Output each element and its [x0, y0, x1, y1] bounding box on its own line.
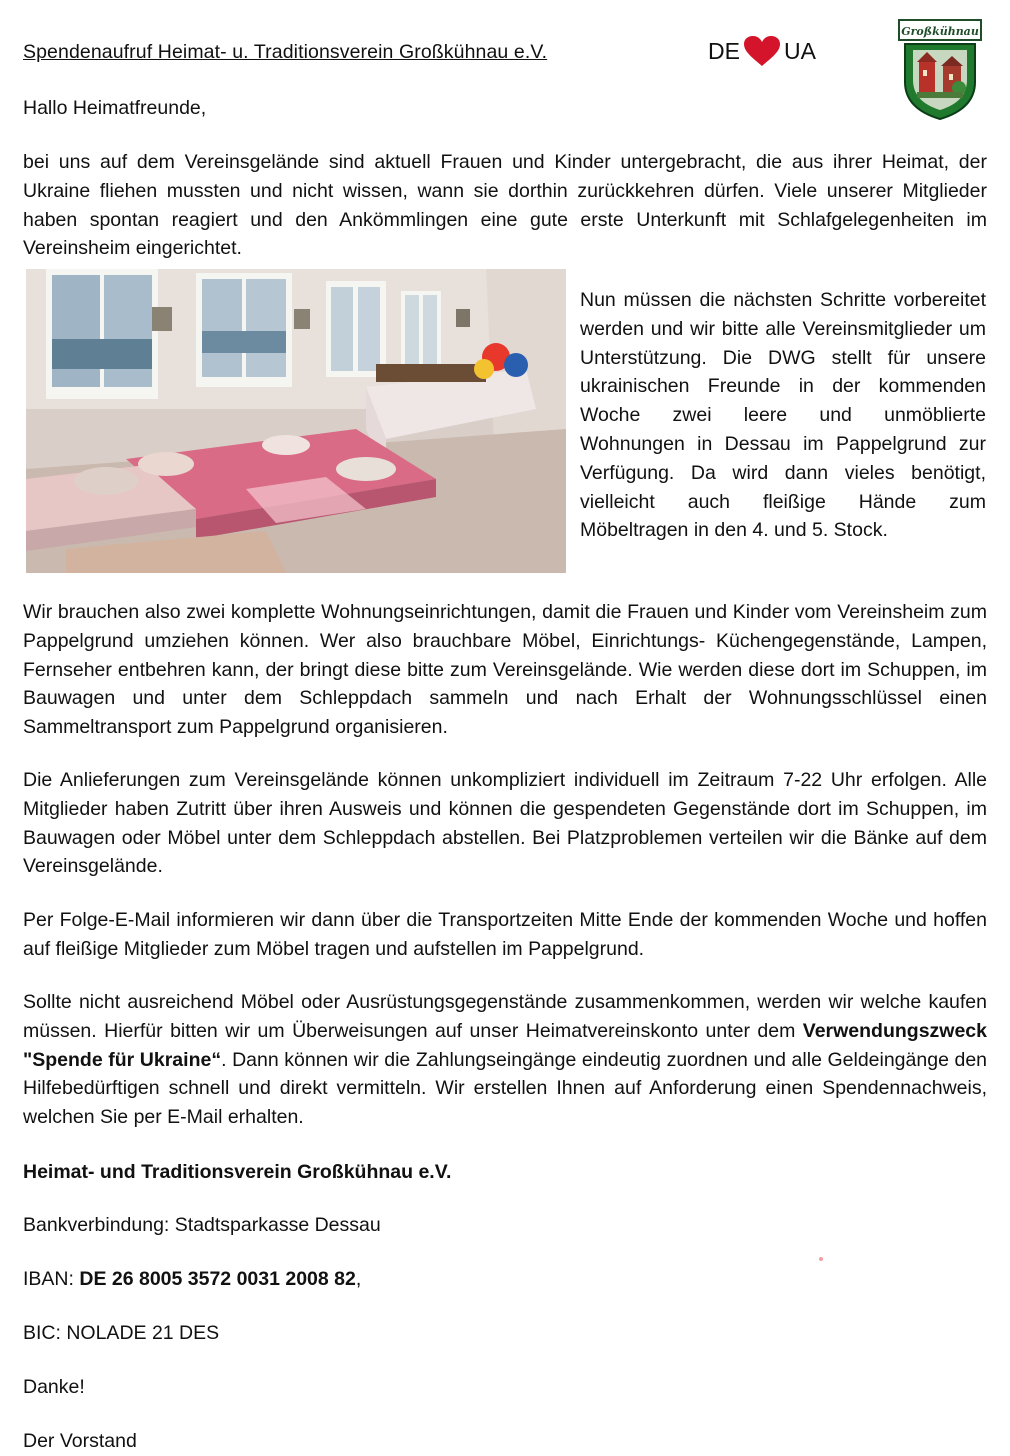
money-text-after: . Dann können wir die Zahlungseingänge eindeutig zuordnen und alle Geldeingänge den Hilfebedürftigen schnell und direkt vermitteln. Wir erstellen Ihnen auf Anforderung einen Spendennachweis, welchen Sie per E-Mail erhalten. — [23, 1048, 988, 1129]
thanks: Danke! — [23, 1376, 85, 1398]
greeting: Hallo Heimatfreunde, — [23, 97, 207, 119]
stray-mark — [819, 1257, 823, 1261]
money-text-before: Sollte nicht ausreichend Möbel oder Ausrüstungsgegenstände zusammenkommen, werden wir welche kaufen müssen. Hierfür bitten wir um Überweisungen auf unser Heimatvereinskonto unter dem — [23, 991, 987, 1042]
delivery-paragraph: Die Anlieferungen zum Vereinsgelände können unkompliziert individuell im Zeitraum 7-22 Uhr erfolgen. Alle Mitglieder haben Zutritt über ihren Ausweis und können die gespendeten Gegenstände dort im Schuppen, im Bauwagen oder Möbel unter dem Schleppdach abstellen. Bei Platzproblemen verteilen wir die Bänke auf dem Vereinsgelände. — [23, 769, 987, 878]
iban-suffix: , — [355, 1268, 362, 1290]
club-crest-icon — [897, 16, 983, 120]
email-paragraph: Per Folge-E-Mail informieren wir dann über die Transportzeiten Mitte Ende der kommenden Woche und hoffen auf fleißige Mitglieder zum Möbel tragen und aufstellen im Pappelgrund. — [23, 909, 987, 960]
heart-icon — [743, 35, 781, 67]
signature: Der Vorstand — [23, 1430, 137, 1452]
document-title: Spendenaufruf Heimat- u. Traditionsverein Großkühnau e.V. — [23, 41, 548, 63]
purpose-of-payment: Verwendungszweck "Spende für Ukraine“ — [23, 1019, 987, 1071]
bic-line: BIC: NOLADE 21 DES — [23, 1322, 220, 1344]
side-paragraph: Nun müssen die nächsten Schritte vorbereitet werden und wir bitte alle Vereinsmitglieder um Unterstützung. Die DWG stellt für unsere ukrainischen Freunde in der kommenden Woche zwei leere und unmöblierte Wohnungen in Dessau im Pappelgrund zur Verfügung. Da wird dann vieles benötigt, vielleicht auch fleißige Hände zum Möbeltragen in den 4. und 5. Stock. — [580, 289, 986, 542]
ua-label: UA — [783, 38, 816, 64]
money-paragraph — [23, 988, 987, 1132]
needs-paragraph: Wir brauchen also zwei komplette Wohnungseinrichtungen, damit die Frauen und Kinder vom Vereinsheim zum Pappelgrund umziehen können. Wer also brauchbare Möbel, Einrichtungs- Küchengegenstände, Lampen, Fernseher entbehren kann, der bringt diese bitte zum Vereinsgelände. Wie werden diese dort im Schuppen, im Bauwagen und unter dem Schleppdach sammeln und nach Erhalt der Wohnungsschlüssel einen Sammeltransport zum Pappelgrund organisieren. — [23, 601, 987, 739]
iban-value: DE 26 8005 3572 0031 2008 82 — [79, 1268, 356, 1290]
iban-label: IBAN: — [23, 1268, 80, 1290]
clubhouse-room-photo — [26, 269, 566, 573]
iban-line — [23, 1265, 361, 1294]
bank-connection: Bankverbindung: Stadtsparkasse Dessau — [23, 1214, 381, 1236]
organization-name: Heimat- und Traditionsverein Großkühnau e.V. — [23, 1161, 452, 1183]
de-label: DE — [708, 38, 740, 64]
intro-paragraph: bei uns auf dem Vereinsgelände sind aktuell Frauen und Kinder untergebracht, die aus ihrer Heimat, der Ukraine fliehen mussten und nicht wissen, wann sie dorthin zurückkehren dürfen. Viele unserer Mitglieder haben spontan reagiert und den Ankömmlingen eine gute erste Unterkunft mit Schlafgelegenheiten im Vereinsheim eingerichtet. — [23, 151, 987, 260]
crest-text: Großkühnau — [901, 25, 979, 38]
de-ua-solidarity-mark — [708, 35, 816, 67]
